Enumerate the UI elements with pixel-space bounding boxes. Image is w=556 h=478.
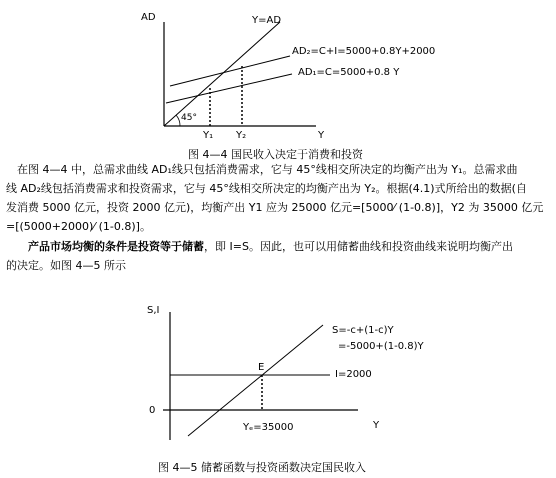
fig1-ad1-line — [166, 74, 292, 103]
fig1-ad2-label: AD₂=C+I=5000+0.8Y+2000 — [292, 46, 436, 57]
fig1-y-axis-label: AD — [141, 12, 156, 23]
fig2-y-axis-label: S,I — [147, 305, 160, 316]
fig1-y2-label: Y₂ — [236, 130, 247, 141]
fig2-x-axis-label: Y — [373, 420, 380, 431]
fig1-45-degree-line — [164, 22, 280, 126]
fig2-investment-label: I=2000 — [335, 369, 372, 380]
paragraph-2 — [6, 237, 552, 275]
paragraph-2-line-2: 的决定。如图 4—5 所示 — [6, 259, 126, 272]
fig1-x-axis-label: Y — [318, 130, 325, 141]
paragraph-1 — [6, 160, 552, 236]
fig1-ad1-label: AD₁=C=5000+0.8 Y — [298, 67, 400, 78]
fig2-point-e-label: E — [258, 362, 265, 373]
fig1-angle-label: 45° — [181, 113, 197, 123]
paragraph-2-bold-text: 产品市场均衡的条件是投资等于储蓄 — [28, 240, 204, 253]
fig1-ad2-line — [170, 56, 290, 86]
fig1-line-y-ad-label: Y=AD — [252, 15, 282, 26]
fig2-saving-line — [188, 325, 323, 436]
fig2-saving-label-2: =-5000+(1-0.8)Y — [338, 341, 424, 352]
paragraph-1-line-1: 在图 4—4 中，总需求曲线 AD₁线只包括消费需求，它与 45°线相交所决定的均衡产出为 Y₁。总需求曲 — [6, 163, 518, 176]
paragraph-1-line-4: =[(5000+2000)⁄ (1-0.8)]。 — [6, 220, 151, 233]
paragraph-2-line-1 — [6, 237, 552, 256]
fig2-caption: 图 4—5 储蓄函数与投资函数决定国民收入 — [158, 461, 366, 474]
fig2-ye-label: Yₑ=35000 — [243, 422, 294, 433]
paragraph-2-rest: ，即 I=S。因此，也可以用储蓄曲线和投资曲线来说明均衡产出 — [204, 240, 513, 253]
paragraph-1-line-3: 发消费 5000 亿元，投资 2000 亿元)，均衡产出 Y1 应为 25000 亿元=[5000⁄ (1-0.8)]，Y2 为 35000 亿元 — [6, 201, 544, 214]
paragraph-1-line-2: 线 AD₂线包括消费需求和投资需求，它与 45°线相交所决定的均衡产出为 Y₂。根据(4.1)式所给出的数据(自 — [6, 182, 527, 195]
fig2-origin-label: 0 — [149, 405, 156, 416]
fig1-angle-arc — [176, 115, 180, 126]
fig2-saving-label-1: S=-c+(1-c)Y — [332, 325, 394, 336]
fig1-y1-label: Y₁ — [203, 130, 214, 141]
fig1-caption: 图 4—4 国民收入决定于消费和投资 — [188, 148, 363, 161]
